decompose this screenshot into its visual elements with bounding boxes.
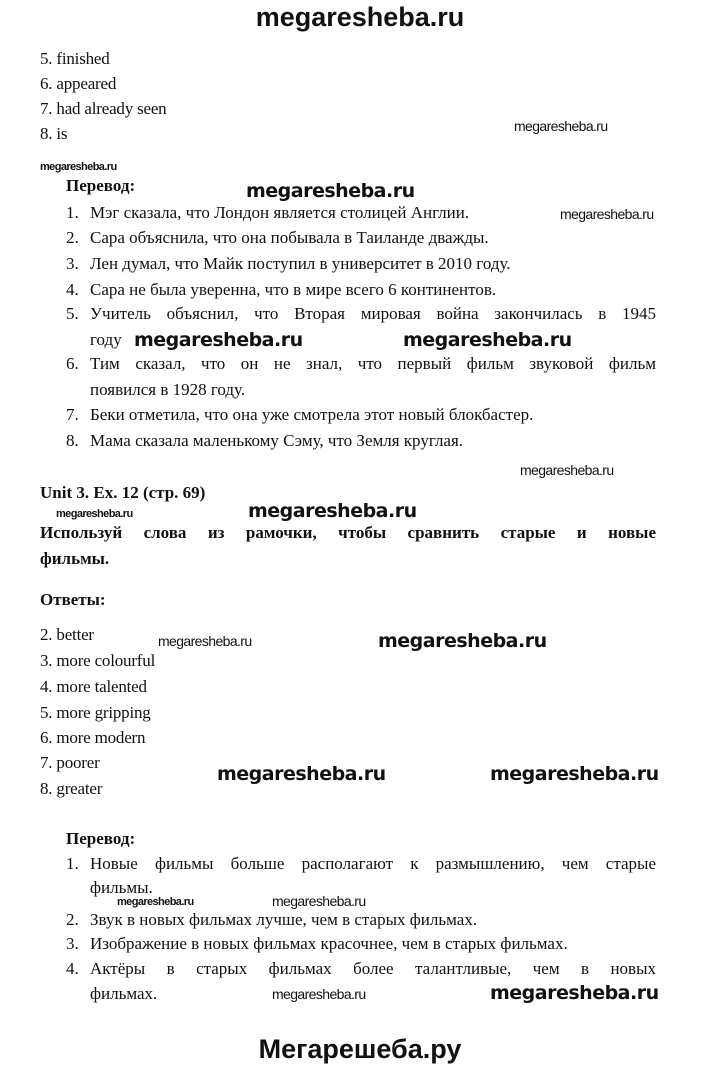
- watermark: megaresheba.ru: [56, 508, 133, 520]
- exercise-title: Unit 3. Ex. 12 (стр. 69): [40, 483, 206, 502]
- watermark: megaresheba.ru: [520, 462, 614, 478]
- answer-item: 7. poorer: [40, 753, 100, 772]
- translation-item: 1. Мэг сказала, что Лондон является столицей Англии.: [66, 203, 470, 222]
- answer-item: 8. is: [40, 124, 68, 143]
- watermark: megaresheba.ru: [272, 893, 366, 909]
- watermark: megaresheba.ru: [490, 982, 659, 1004]
- site-header: megaresheba.ru: [255, 2, 465, 32]
- watermark: megaresheba.ru: [560, 206, 654, 222]
- answer-item: 5. finished: [40, 49, 110, 68]
- watermark: megaresheba.ru: [514, 118, 608, 134]
- translation-item: 3. Лен думал, что Майк поступил в университет в 2010 году.: [66, 254, 511, 273]
- translation-item: 4. Сара не была уверенна, что в мире всего 6 континентов.: [66, 280, 497, 299]
- translation-heading: Перевод:: [66, 829, 136, 848]
- translation-continuation: году: [90, 330, 122, 349]
- watermark: megaresheba.ru: [40, 161, 117, 173]
- translation-continuation: появился в 1928 году.: [90, 380, 246, 399]
- translation-item: 1. Новые фильмы больше располагают к размышлению, чем старые: [66, 854, 656, 873]
- answer-item: 6. appeared: [40, 74, 117, 93]
- task-instruction-continuation: фильмы.: [40, 549, 110, 568]
- translation-item: 5. Учитель объяснил, что Вторая мировая война закончилась в 1945: [66, 304, 656, 323]
- answer-item: 8. greater: [40, 779, 103, 798]
- watermark: megaresheba.ru: [378, 630, 547, 652]
- translation-heading: Перевод:: [66, 176, 136, 195]
- answer-item: 7. had already seen: [40, 99, 167, 118]
- answer-item: 5. more gripping: [40, 703, 151, 722]
- watermark: megaresheba.ru: [490, 763, 659, 785]
- watermark: megaresheba.ru: [403, 329, 572, 351]
- translation-item: 6. Тим сказал, что он не знал, что первый фильм звуковой фильм: [66, 354, 656, 373]
- answer-item: 6. more modern: [40, 728, 146, 747]
- translation-item: 2. Сара объяснила, что она побывала в Таиланде дважды.: [66, 228, 489, 247]
- translation-item: 4. Актёры в старых фильмах более талантливые, чем в новых: [66, 959, 656, 978]
- watermark: megaresheba.ru: [134, 329, 303, 351]
- task-instruction: Используй слова из рамочки, чтобы сравнить старые и новые: [40, 523, 656, 542]
- answers-heading: Ответы:: [40, 590, 106, 609]
- watermark: megaresheba.ru: [248, 500, 417, 522]
- site-footer: Мегарешеба.ру: [258, 1034, 462, 1064]
- translation-continuation: фильмы.: [90, 878, 153, 897]
- watermark: megaresheba.ru: [246, 180, 415, 202]
- watermark: megaresheba.ru: [217, 763, 386, 785]
- translation-item: 2. Звук в новых фильмах лучше, чем в старых фильмах.: [66, 910, 478, 929]
- answer-item: 3. more colourful: [40, 651, 156, 670]
- translation-item: 7. Беки отметила, что она уже смотрела этот новый блокбастер.: [66, 405, 534, 424]
- watermark: megaresheba.ru: [117, 896, 194, 908]
- watermark: megaresheba.ru: [158, 633, 252, 649]
- translation-continuation: фильмах.: [90, 984, 158, 1003]
- answer-item: 2. better: [40, 625, 94, 644]
- translation-item: 8. Мама сказала маленькому Сэму, что Земля круглая.: [66, 431, 464, 450]
- watermark: megaresheba.ru: [272, 986, 366, 1002]
- translation-item: 3. Изображение в новых фильмах красочнее, чем в старых фильмах.: [66, 934, 568, 953]
- answer-item: 4. more talented: [40, 677, 147, 696]
